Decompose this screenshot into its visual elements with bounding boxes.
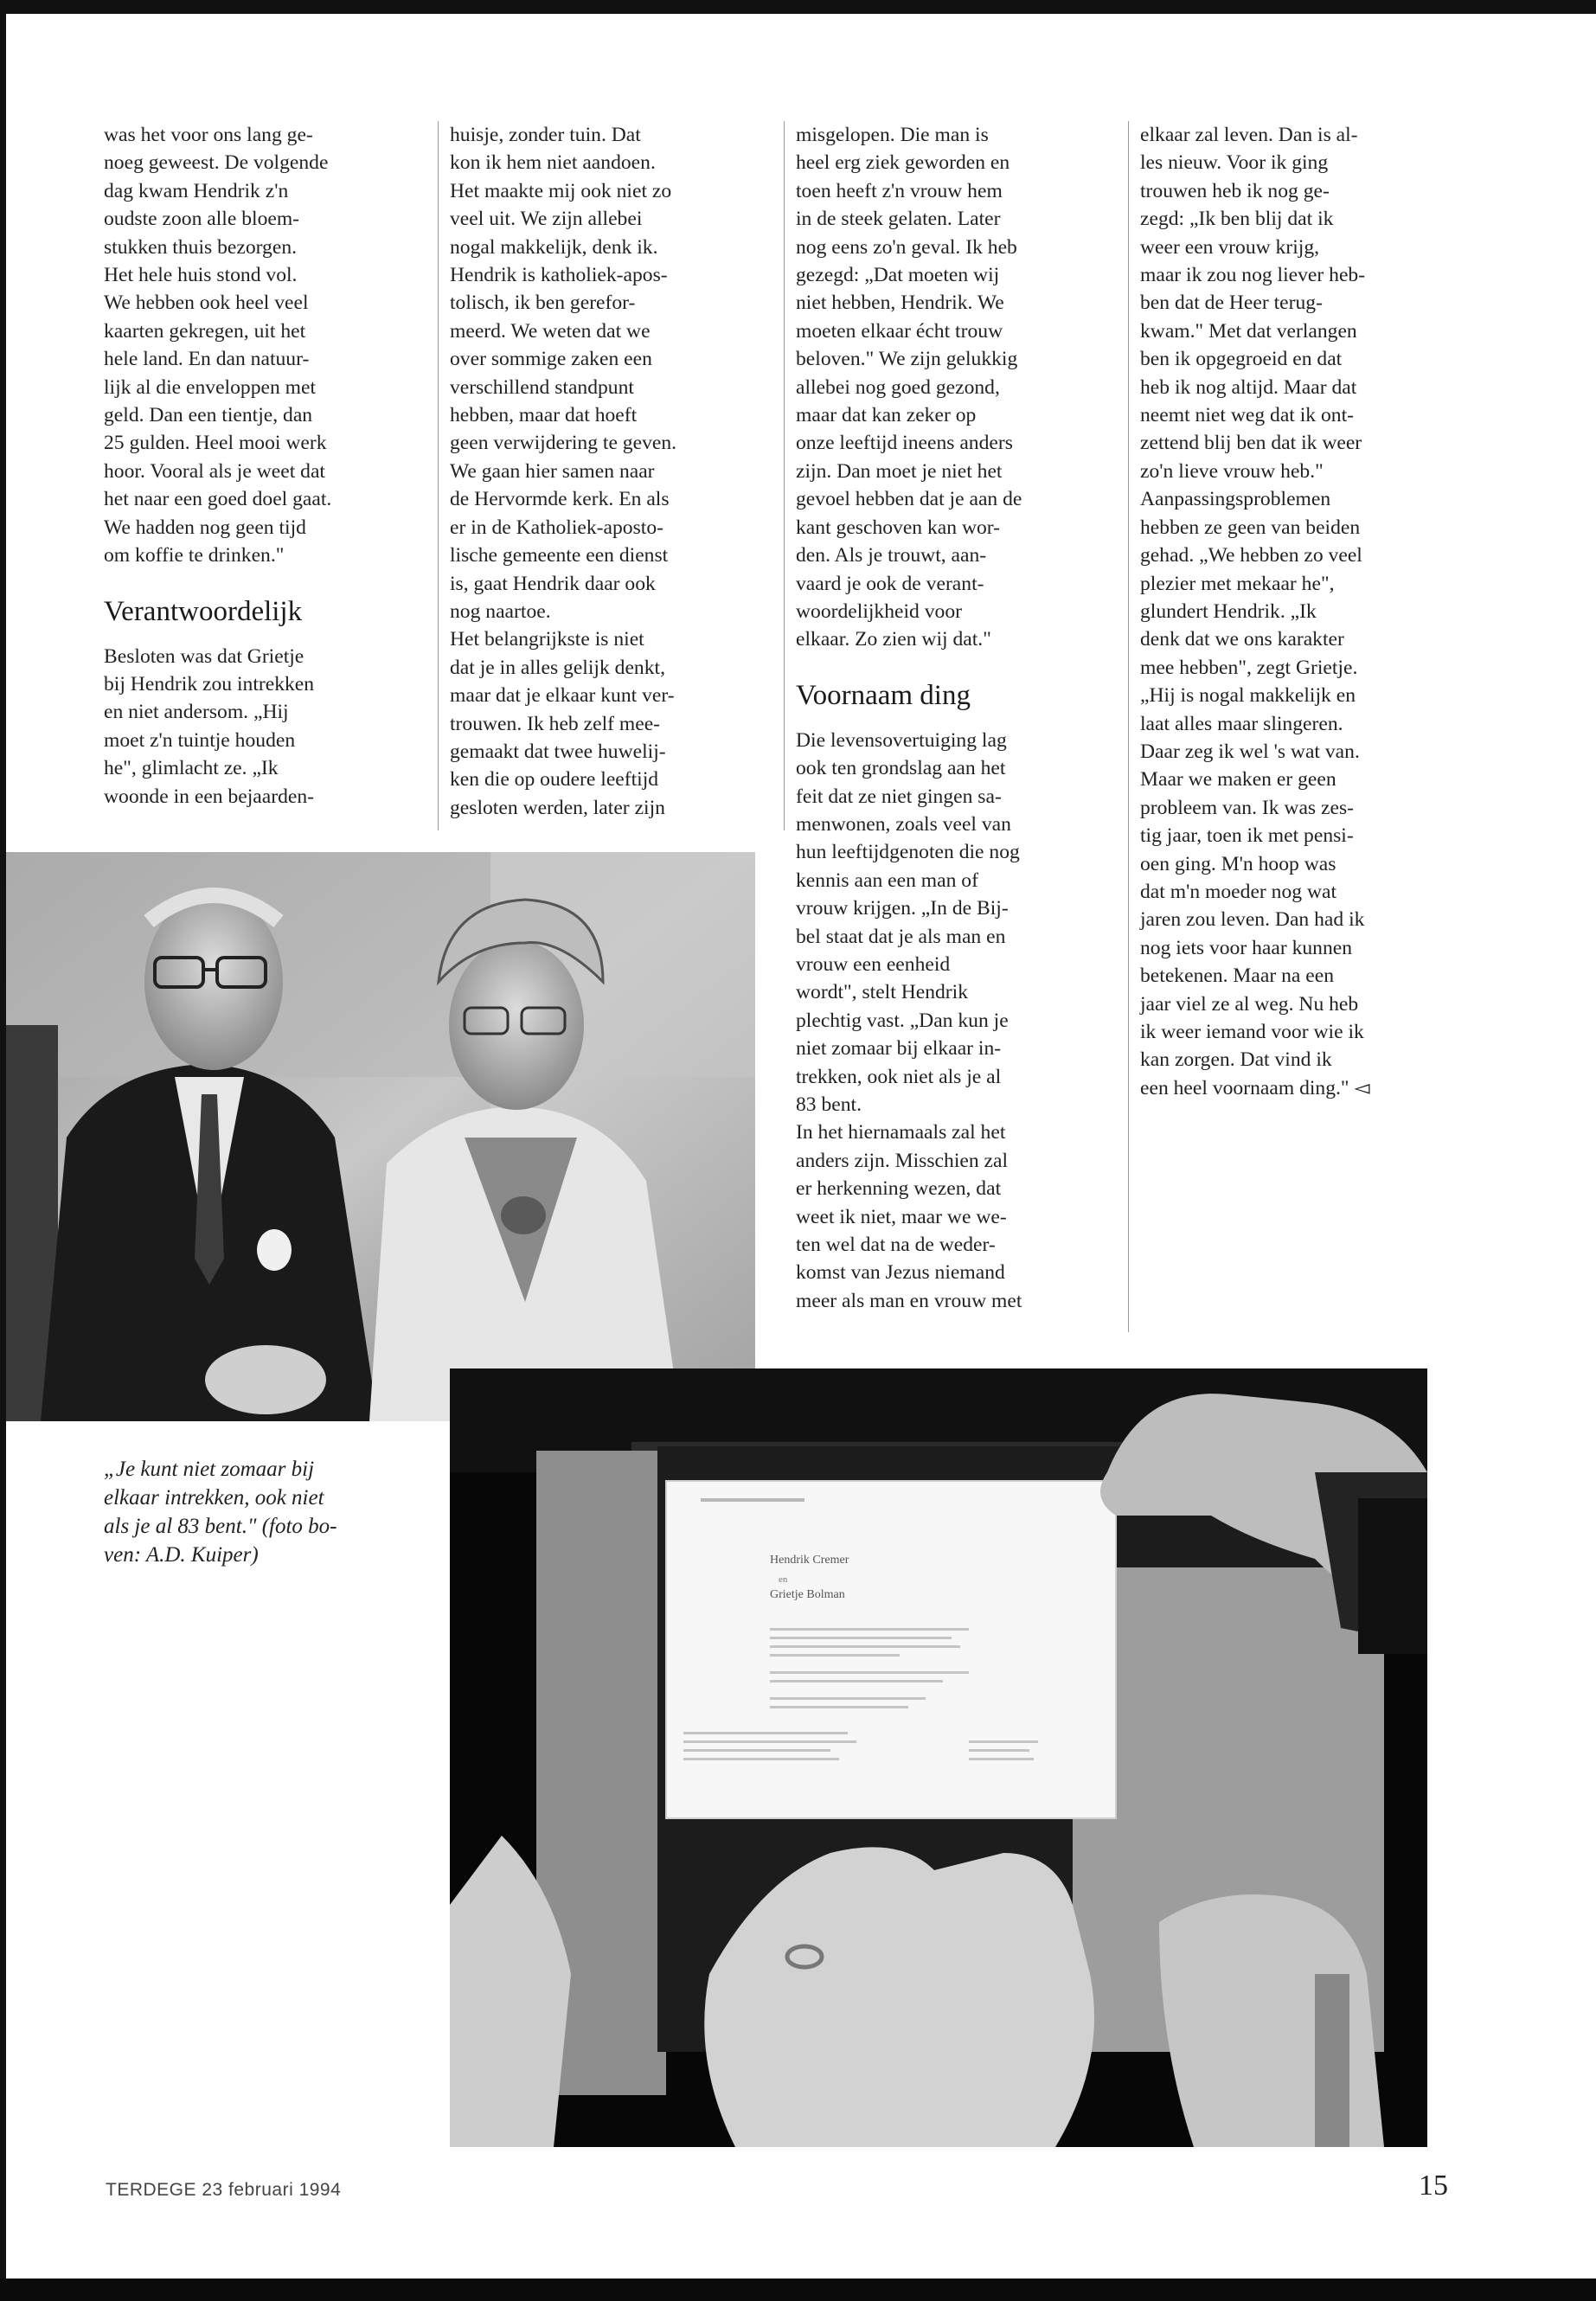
text-line: en niet andersom. „Hij [104,701,289,724]
subheading-voornaam-ding: Voornaam ding [796,679,971,711]
text-line: om koffie te drinken." [104,544,285,567]
card-name-2: Grietje Bolman [770,1588,845,1601]
text-line: We gaan hier samen naar [450,459,655,483]
page-number: 15 [1419,2170,1448,2202]
text-line: huisje, zonder tuin. Dat [450,124,641,146]
article-column-1 [104,121,331,811]
text-line: kant geschoven kan wor- [796,516,1001,539]
card-name-1: Hendrik Cremer [770,1554,849,1567]
text-line: dat je in alles gelijk denkt, [450,656,665,679]
text-line: feit dat ze niet gingen sa- [796,785,1002,808]
text-line: zijn. Dan moet je niet het [796,459,1003,483]
text-line: zo'n lieve vrouw heb." [1140,459,1324,483]
text-line: he", glimlacht ze. „Ik [104,757,279,780]
text-line: niet zomaar bij elkaar in- [796,1037,1002,1061]
text-line: het naar een goed doel gaat. [104,488,332,511]
text-line: Die levensovertuiging lag [796,728,1007,752]
text-line: gesloten werden, later zijn [450,796,665,819]
text-line: „Hij is nogal makkelijk en [1140,684,1356,708]
text-line: Het belangrijkste is niet [450,628,644,651]
text-line: elkaar. Zo zien wij dat." [796,628,991,651]
text-line: toen heeft z'n vrouw hem [796,179,1003,202]
text-line: hebben ze geen van beiden [1140,516,1361,539]
text-line: was het voor ons lang ge- [104,124,313,146]
hands-card-photo [450,1368,1427,2147]
text-line: veel uit. We zijn allebei [450,208,643,231]
text-line: weet ik niet, maar we we- [796,1205,1007,1228]
text-line: er herkenning wezen, dat [796,1177,1002,1201]
column-3-text [796,121,1022,654]
caption-line: als je al 83 bent." (foto bo- [104,1515,337,1538]
text-line: maar dat kan zeker op [796,404,977,427]
text-line: lijk al die enveloppen met [104,375,317,399]
text-line: onze leeftijd ineens anders [796,432,1013,455]
text-line: nog iets voor haar kunnen [1140,936,1353,959]
text-line: probleem van. Ik was zes- [1140,796,1354,819]
text-line: We hadden nog geen tijd [104,516,306,539]
text-line: den. Als je trouwt, aan- [796,544,987,567]
column-1-text [104,121,331,570]
text-line: les nieuw. Voor ik ging [1140,151,1329,175]
text-line: heb ik nog altijd. Maar dat [1140,375,1357,399]
text-line: Het maakte mij ook niet zo [450,179,672,202]
text-line: de Hervormde kerk. En als [450,488,670,511]
text-line: ben ik opgegroeid en dat [1140,348,1343,371]
text-line: bel staat dat je als man en [796,925,1006,948]
text-line: anders zijn. Misschien zal [796,1149,1009,1172]
text-line: trouwen heb ik nog ge- [1140,179,1330,202]
text-line: ook ten grondslag aan het [796,757,1006,780]
text-line: Aanpassingsproblemen [1140,488,1331,511]
text-line: 83 bent. [796,1093,862,1116]
text-line: neemt niet weg dat ik ont- [1140,404,1355,427]
text-line: hebben, maar dat hoeft [450,404,638,427]
text-line: betekenen. Maar na een [1140,965,1335,988]
caption-line: ven: A.D. Kuiper) [104,1543,259,1567]
text-line: oudste zoon alle bloem- [104,208,300,231]
article-column-3 [796,121,1022,1315]
scan-edge-left [0,0,6,2301]
text-line: misgelopen. Die man is [796,124,989,146]
column-rule [1128,121,1129,1332]
text-line: hoor. Vooral als je weet dat [104,459,325,483]
text-line: geen verwijdering te geven. [450,432,677,455]
text-line: nog naartoe. [450,599,551,623]
text-line: Daar zeg ik wel 's wat van. [1140,740,1360,763]
text-line: tolisch, ik ben gerefor- [450,292,636,315]
text-line: zettend blij ben dat ik weer [1140,432,1362,455]
text-line: tig jaar, toen ik met pensi- [1140,824,1354,848]
text-line: In het hiernamaals zal het [796,1121,1006,1144]
text-line: maar dat je elkaar kunt ver- [450,684,675,708]
text-line: nogal makkelijk, denk ik. [450,235,658,259]
text-line: ken die op oudere leeftijd [450,768,659,792]
text-line: hele land. En dan natuur- [104,348,310,371]
text-line: vrouw een eenheid [796,952,951,976]
article-column-4 [1140,121,1370,1102]
column-4-text [1140,121,1370,1102]
column-2-text [450,121,676,822]
publication-footer: TERDEGE 23 februari 1994 [106,2180,342,2200]
text-line: Hendrik is katholiek-apos- [450,264,668,287]
text-line: wordt", stelt Hendrik [796,981,969,1004]
text-line: geld. Dan een tientje, dan [104,404,313,427]
text-line: komst van Jezus niemand [796,1261,1005,1285]
text-line: woonde in een bejaarden- [104,785,315,808]
text-line: in de steek gelaten. Later [796,208,1001,231]
text-line: gemaakt dat twee huwelij- [450,740,666,763]
text-line: ten wel dat na de weder- [796,1234,996,1257]
text-line: kan zorgen. Dat vind ik [1140,1048,1332,1072]
text-line: ben dat de Heer terug- [1140,292,1323,315]
text-line: moeten elkaar écht trouw [796,319,1003,343]
text-line: een heel voornaam ding." ◅ [1140,1076,1370,1099]
text-line: 25 gulden. Heel mooi werk [104,432,327,455]
text-line: ik weer iemand voor wie ik [1140,1021,1364,1043]
text-line: weer een vrouw krijg, [1140,235,1320,259]
scan-edge-top [0,0,1596,14]
text-line: denk dat we ons karakter [1140,628,1344,651]
text-line: menwonen, zoals veel van [796,812,1011,836]
text-line: nog eens zo'n geval. Ik heb [796,235,1017,259]
caption-line: „Je kunt niet zomaar bij [104,1458,315,1481]
text-line: verschillend standpunt [450,375,634,399]
text-line: niet hebben, Hendrik. We [796,292,1004,315]
text-line: We hebben ook heel veel [104,292,309,315]
text-line: beloven." We zijn gelukkig [796,348,1018,371]
text-line: allebei nog goed gezond, [796,375,1000,399]
column-rule [438,121,439,830]
text-line: woordelijkheid voor [796,599,962,623]
text-line: laat alles maar slingeren. [1140,712,1343,735]
text-line: over sommige zaken een [450,348,652,371]
scan-edge-bottom [0,2279,1596,2301]
text-line: kaarten gekregen, uit het [104,319,306,343]
column-rule [784,121,785,830]
text-line: is, gaat Hendrik daar ook [450,572,656,595]
text-line: meerd. We weten dat we [450,319,651,343]
text-line: vaard je ook de verant- [796,572,984,595]
text-line: plechtig vast. „Dan kun je [796,1009,1009,1032]
text-line: stukken thuis bezorgen. [104,235,298,259]
text-line: elkaar zal leven. Dan is al- [1140,124,1358,146]
text-line: noeg geweest. De volgende [104,151,329,175]
card-and: en [779,1574,788,1585]
caption-line: elkaar intrekken, ook niet [104,1486,324,1509]
text-line: kennis aan een man of [796,868,978,892]
text-line: mee hebben", zegt Grietje. [1140,656,1358,679]
text-line: gehad. „We hebben zo veel [1140,544,1362,567]
text-line: maar ik zou nog liever heb- [1140,264,1366,287]
text-line: dag kwam Hendrik z'n [104,179,289,202]
text-line: Het hele huis stond vol. [104,264,298,287]
text-line: kon ik hem niet aandoen. [450,151,656,175]
text-line: bij Hendrik zou intrekken [104,672,315,695]
text-line: kwam." Met dat verlangen [1140,319,1357,343]
text-line: glundert Hendrik. „Ik [1140,599,1317,623]
text-line: dat m'n moeder nog wat [1140,880,1337,903]
text-line: heel erg ziek geworden en [796,151,1010,175]
article-column-2 [450,121,676,822]
column-1-text-b [104,643,331,811]
text-line: plezier met mekaar he", [1140,572,1335,595]
text-line: moet z'n tuintje houden [104,728,296,752]
text-line: hun leeftijdgenoten die nog [796,841,1020,864]
text-line: trouwen. Ik heb zelf mee- [450,712,661,735]
subheading-verantwoordelijk: Verantwoordelijk [104,595,303,627]
text-line: zegd: „Ik ben blij dat ik [1140,208,1334,231]
text-line: Maar we maken er geen [1140,768,1336,792]
text-line: oen ging. M'n hoop was [1140,852,1336,875]
text-line: jaren zou leven. Dan had ik [1140,908,1365,932]
text-line: gevoel hebben dat je aan de [796,488,1022,511]
text-line: meer als man en vrouw met [796,1289,1022,1312]
text-line: Besloten was dat Grietje [104,644,304,668]
text-line: jaar viel ze al weg. Nu heb [1140,992,1359,1016]
couple-photo [6,852,755,1421]
text-line: lische gemeente een dienst [450,544,669,567]
photo-caption [104,1455,433,1569]
text-line: trekken, ook niet als je al [796,1065,1002,1088]
text-line: er in de Katholiek-aposto- [450,516,663,539]
column-3-text-b [796,727,1022,1316]
text-line: gezegd: „Dat moeten wij [796,264,1000,287]
text-line: vrouw krijgen. „In de Bij- [796,897,1009,920]
